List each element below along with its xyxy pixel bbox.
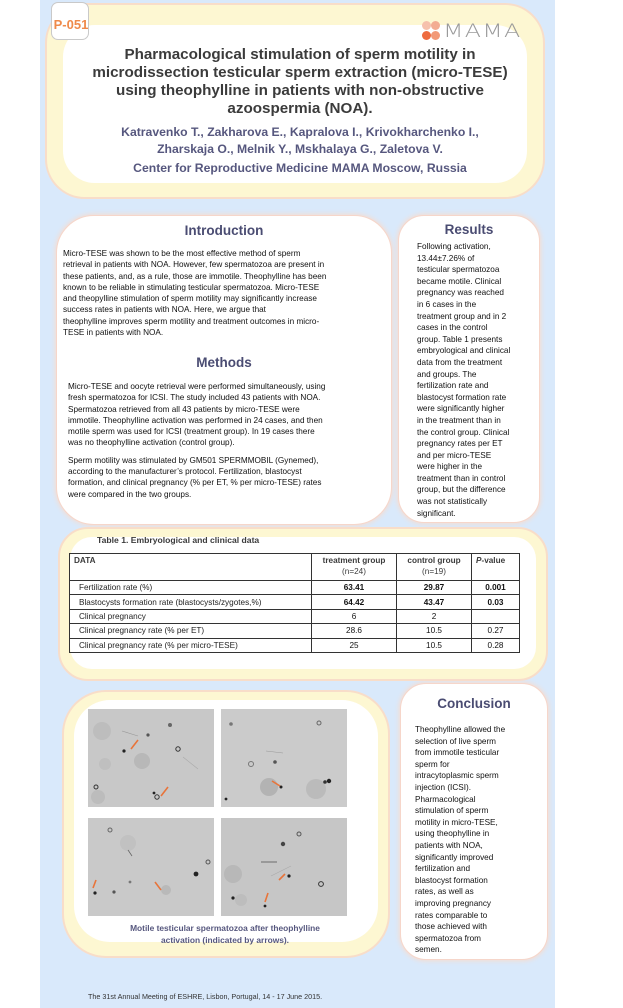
text-line: Pharmacological <box>415 794 476 804</box>
authors <box>60 124 540 158</box>
p-italic: P <box>476 556 482 565</box>
text-line: significant. <box>417 508 456 518</box>
text-line: according to the manufacturer’s protocol. Fertilization, blastocyst <box>68 467 302 477</box>
treatment-value: 28.6 <box>312 624 397 638</box>
text-line: group, but the difference <box>417 485 506 495</box>
p-value: 0.27 <box>472 624 520 638</box>
embryological-data-table <box>69 553 520 653</box>
col-header-pvalue <box>472 554 520 581</box>
table-caption: Table 1. Embryological and clinical data <box>97 535 260 545</box>
text-line: testicular spermatozoa <box>417 265 500 275</box>
title-line: Pharmacological stimulation of sperm motility in <box>124 46 476 63</box>
micrograph-2-image <box>221 709 347 807</box>
text-line: pregnancy was reached <box>417 288 504 298</box>
text-line: known to be reliable in stimulating testicular spermatozoa. Micro-TESE <box>63 282 320 292</box>
text-line: retrieval in patients with NOA. However, few spermatozoa are present in <box>63 260 325 270</box>
text-line: Micro-TESE and oocyte retrieval were performed simultaneously, using <box>68 382 326 391</box>
text-line: Theophylline allowed the <box>415 725 506 734</box>
row-label: Clinical pregnancy rate (% per micro-TESE) <box>70 638 312 652</box>
col-header-data: DATA <box>70 554 312 581</box>
text-line: formation, and clinical pregnancy (% per ET, % per micro-TESE) rates <box>68 478 322 488</box>
treatment-value: 25 <box>312 638 397 652</box>
text-line: Sperm motility was stimulated by GM501 SPERMMOBIL (Gynemed), <box>68 455 319 465</box>
text-line: was not statistically <box>417 497 488 507</box>
table-row <box>70 581 520 595</box>
text-line: semen. <box>415 945 442 955</box>
text-line: TESE in patients with NOA. <box>63 328 164 338</box>
figure-caption <box>80 922 370 946</box>
text-line: intracytoplasmic sperm <box>415 771 499 781</box>
methods-heading: Methods <box>196 355 252 370</box>
text-line: Following activation, <box>417 242 491 251</box>
text-line: from immotile testicular <box>415 748 500 758</box>
table-row <box>70 624 520 638</box>
text-line: patients with NOA, <box>415 840 483 850</box>
text-line: rates comparable to <box>415 910 488 920</box>
text-line: cases in the control <box>417 323 488 333</box>
methods-text <box>68 381 390 500</box>
table-row <box>70 609 520 623</box>
title-line: azoospermia (NOA). <box>227 100 373 117</box>
text-line: those achieved with <box>415 922 487 932</box>
text-line: were higher in the <box>417 462 483 472</box>
text-line: blastocyst formation <box>415 875 488 885</box>
row-label: Blastocysts formation rate (blastocysts/zygotes,%) <box>70 595 312 609</box>
conference-footer: The 31st Annual Meeting of ESHRE, Lisbon, Portugal, 14 - 17 June 2015. <box>88 992 323 1001</box>
micrograph-4 <box>221 818 347 916</box>
results-card <box>398 215 540 523</box>
control-value: 43.47 <box>397 595 472 609</box>
text-line: motility in micro-TESE, <box>415 817 498 827</box>
text-line: and per micro-TESE <box>417 450 492 460</box>
text-line: treatment than in control <box>417 473 506 483</box>
text-line: was no theophylline activation (control group). <box>68 438 235 448</box>
text-line: embryological and clinical <box>417 346 511 356</box>
table-header-row <box>70 554 520 581</box>
text-line: stimulation of sperm <box>415 806 489 816</box>
text-line: were significantly higher <box>417 404 505 414</box>
p-value <box>472 609 520 623</box>
control-value: 2 <box>397 609 472 623</box>
text-line: selection of live sperm <box>415 736 496 746</box>
caption-line: Motile testicular spermatozoa after theophylline <box>130 923 320 933</box>
title-line: using theophylline in patients with non-obstructive <box>116 82 484 99</box>
text-line: theophylline improves sperm motility and treatment outcomes in micro- <box>63 316 320 326</box>
text-line: these patients, and, as a rule, those are immotile. Theophylline has been <box>63 271 327 281</box>
text-line: the control group. Clinical <box>417 427 510 437</box>
treatment-value: 6 <box>312 609 397 623</box>
micrograph-2 <box>221 709 347 807</box>
text-line: were compared in the two groups. <box>68 489 192 499</box>
results-text <box>417 241 541 519</box>
introduction-heading: Introduction <box>184 223 264 238</box>
text-line: using theophylline in <box>415 829 490 839</box>
treatment-value: 64.42 <box>312 595 397 609</box>
author-line: Katravenko T., Zakharova E., Kapralova I., Krivokharchenko I., <box>121 125 479 139</box>
micrograph-4-image <box>221 818 347 916</box>
introduction-text <box>63 248 388 338</box>
text-line: and theopylline stimulation of sperm motility may significantly increase <box>63 294 317 304</box>
header-line: (n=24) <box>342 566 366 576</box>
caption-line: activation (indicated by arrows). <box>161 935 289 945</box>
row-label: Fertilization rate (%) <box>70 581 312 595</box>
text-line: injection (ICSI). <box>415 782 471 792</box>
conclusion-heading: Conclusion <box>437 696 511 711</box>
text-line: and groups. The <box>417 369 477 379</box>
text-line: treatment group and in 2 <box>417 311 507 321</box>
micrograph-3-image <box>88 818 214 916</box>
text-line: fertilization and <box>415 864 471 874</box>
col-header-control <box>397 554 472 581</box>
intro-methods-card <box>56 215 392 525</box>
text-line: pregnancy rates per ET <box>417 439 503 449</box>
text-line: 13.44±7.26% of <box>417 253 475 263</box>
table-row <box>70 595 520 609</box>
author-line: Zharskaja O., Melnik Y., Mskhalaya G., Zaletova V. <box>157 142 443 156</box>
text-line: Micro-TESE was shown to be the most effective method of sperm <box>63 249 301 258</box>
poster-number: P-051 <box>53 17 89 32</box>
text-line: rates, as well as <box>415 887 474 897</box>
text-line: motile sperm was used for ICSI (treatment group). In 19 cases there <box>68 427 315 437</box>
p-rest: -value <box>481 556 506 565</box>
poster-title <box>60 46 540 118</box>
text-line: spermatozoa from <box>415 933 481 943</box>
text-line: fresh spermatozoa for ICSI. The study included 43 patients with NOA. <box>68 393 321 403</box>
text-line: sperm for <box>415 759 450 769</box>
text-line: group. Table 1 presents <box>417 334 503 344</box>
header-line: control group <box>407 556 461 565</box>
text-line: became motile. Clinical <box>417 276 502 286</box>
control-value: 10.5 <box>397 624 472 638</box>
p-value: 0.001 <box>472 581 520 595</box>
logo-dots-icon <box>422 21 440 41</box>
text-line: improving pregnancy <box>415 898 492 908</box>
text-line: significantly improved <box>415 852 494 862</box>
p-value: 0.03 <box>472 595 520 609</box>
text-line: success rates in patients with NOA. Here, we argue that <box>63 305 266 315</box>
micrograph-1-image <box>88 709 214 807</box>
conclusion-card <box>400 683 548 960</box>
treatment-value: 63.41 <box>312 581 397 595</box>
text-line: blastocyst formation rate <box>417 392 507 402</box>
text-line: Spermatozoa retrieved from all 43 patients by micro-TESE were <box>68 404 300 414</box>
p-value: 0.28 <box>472 638 520 652</box>
mama-logo <box>422 20 522 42</box>
conclusion-text <box>415 724 547 956</box>
col-header-treatment <box>312 554 397 581</box>
control-value: 29.87 <box>397 581 472 595</box>
control-value: 10.5 <box>397 638 472 652</box>
text-line: in 6 cases in the <box>417 299 477 309</box>
text-line: data from the treatment <box>417 357 503 367</box>
title-line: microdissection testicular sperm extraction (micro-TESE) <box>92 64 508 81</box>
row-label: Clinical pregnancy rate (% per ET) <box>70 624 312 638</box>
text-line: immotile. Theophylline activation was performed in 24 cases, and then <box>68 415 323 425</box>
table-row <box>70 638 520 652</box>
micrograph-3 <box>88 818 214 916</box>
results-heading: Results <box>444 222 494 237</box>
poster-number-badge <box>51 2 89 40</box>
header-line: (n=19) <box>422 566 446 576</box>
text-line: fertilization rate and <box>417 381 489 391</box>
header-line: treatment group <box>322 556 386 565</box>
text-line: in the treatment than in <box>417 415 501 425</box>
micrograph-1 <box>88 709 214 807</box>
row-label: Clinical pregnancy <box>70 609 312 623</box>
affiliation: Center for Reproductive Medicine MAMA Moscow, Russia <box>133 161 467 175</box>
logo-text: MAMA <box>443 20 522 42</box>
